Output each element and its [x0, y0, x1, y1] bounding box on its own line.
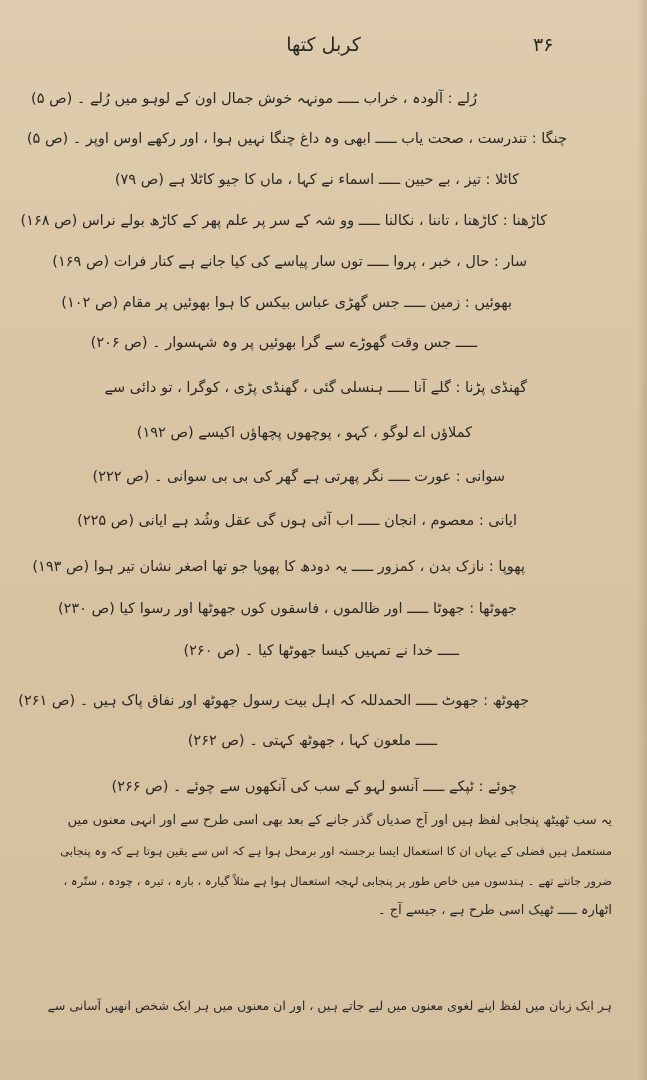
text-line: کاٹلا : تیز ، بے حیین ـــــ اسماء نے کہا ، ماں کا جیو کاٹلا ہے (ص ۷۹) [114, 172, 519, 188]
text-line: ایانی : معصوم ، انجان ـــــ اب آئی ہوں گی عقل وشُد ہے ایانی (ص ۲۲۵) [77, 513, 517, 529]
text-line: ـــــ خدا نے تمہیں کیسا جھوٹھا کیا ۔ (ص ۲۶۰) [183, 643, 459, 659]
text-line: سار : حال ، خبر ، پروا ـــــ توں سار پیاسے کی کیا جانے ہے کنار فرات (ص ۱۶۹) [52, 254, 527, 270]
text-line: ـــــ ملعون کہا ، جھوٹھ کہتی ۔ (ص ۲۶۲) [187, 733, 437, 749]
text-line: ـــــ جس وقت گھوڑے سے گرا بھوئیں پر وہ شہسوار ۔ (ص ۲۰۶) [90, 335, 477, 351]
text-line: چوئے : ٹپکے ـــــ آنسو لہو کے سب کی آنکھوں سے چوئے ۔ (ص ۲۶۶) [111, 779, 517, 795]
text-line: ضرور جانتے تھے ۔ ہندسوں میں خاص طور پر پنجابی لہجہ استعمال ہوا ہے مثلاً گیارہ ، بارہ ، تیرہ ، چودہ ، ستّرہ ، [63, 874, 612, 888]
text-line: گھنڈی پڑنا : گلے آنا ـــــ ہنسلی گئی ، گھنڈی پڑی ، کوگرا ، تو دائی سے [104, 380, 527, 396]
text-line: بھوئیں : زمین ـــــ جس گھڑی عباس بیکس کا ہوا بھوئیں پر مقام (ص ۱۰۲) [61, 295, 512, 311]
text-line: یہ سب ٹھیٹھ پنجابی لفظ ہیں اور آج صدیاں گذر جانے کے بعد بھی اسی طرح سے اور انہی معنوں میں [67, 813, 612, 828]
text-line: پھوپا : نازک بدن ، کمزور ـــــ یہ دودھ کا پھوپا جو تھا اصغر نشان تیر ہوا (ص ۱۹۳) [32, 559, 525, 575]
text-line: جھوٹھا : جھوٹا ـــــ اور ظالموں ، فاسقوں کوں جھوٹھا اور رسوا کیا (ص ۲۳۰) [57, 601, 517, 617]
page-number: ۳۶ [533, 34, 554, 56]
footer-line: ہر ایک زبان میں لفظ اپنے لغوی معنوں میں لیے جاتے ہیں ، اور ان معنوں میں ہر ایک شخص انھیں آسانی سے [47, 998, 612, 1013]
page-edge-shadow [637, 0, 647, 1080]
text-line: جھوٹھ : جھوٹ ـــــ الحمدللہ کہ اہل بیت رسول جھوٹھ اور نفاق پاک ہیں ۔ (ص ۲۶۱) [18, 693, 529, 709]
text-line: سوانی : عورت ـــــ نگر پھرتی ہے گھر کی بی بی سوانی ۔ (ص ۲۲۲) [92, 469, 505, 485]
text-line: مستعمل ہیں فضلی کے یہاں ان کا استعمال ایسا برجستہ اور برمحل ہوا ہے کہ اس سے یقین ہوتا ہے کہ وہ پنجابی [60, 844, 612, 858]
page-header [0, 30, 647, 64]
running-title: کربل کتھا [286, 34, 361, 56]
text-line: کاڑھنا : کاڑھنا ، تاننا ، نکالنا ـــــ وو شہ کے سر پر علم پھر کے کاڑھ بولے نراس (ص ۱۶۸) [20, 213, 547, 229]
text-line: اٹھارہ ـــــ ٹھیک اسی طرح ہے ، جیسے آج ۔ [378, 903, 612, 918]
text-line: رُلے : آلودہ ، خراب ـــــ مونہہ خوش جمال اون کے لوہو میں رُلے ۔ (ص ۵) [31, 91, 477, 107]
text-line: چنگا : تندرست ، صحت یاب ـــــ ابھی وہ داغ چنگا نہیں ہوا ، اور رکھے اوس اوپر ۔ (ص ۵) [26, 131, 567, 147]
text-line: کملاؤں اے لوگو ، کہو ، پوچھوں پچھاؤں اکیسے (ص ۱۹۲) [136, 425, 472, 441]
